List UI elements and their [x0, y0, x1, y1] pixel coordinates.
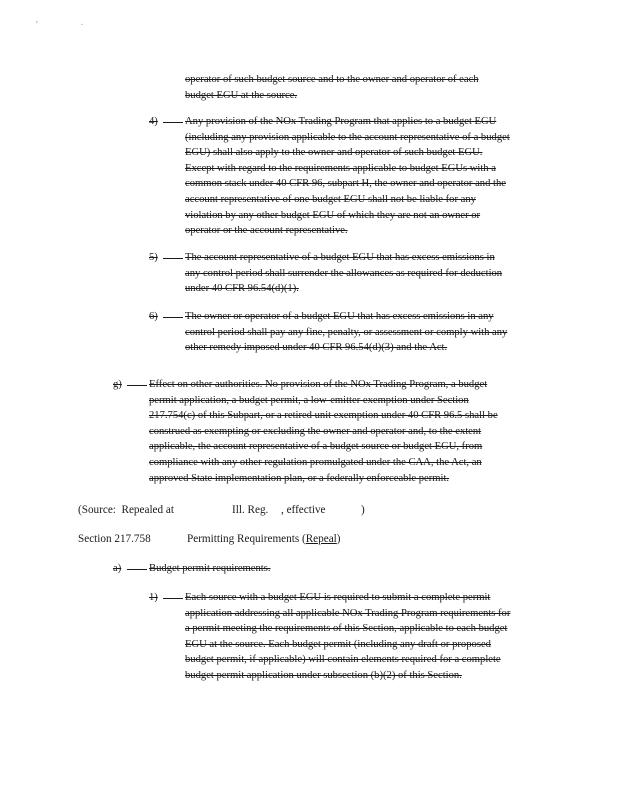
source-reg: Ill. Reg.: [232, 504, 269, 516]
source-effective: , effective: [281, 504, 326, 516]
strike-dash: [127, 569, 147, 570]
section-number: Section 217.758: [78, 533, 151, 545]
item-a1-text: Each source with a budget EGU is required to submit a complete permit application addressing all applicable NOx Trading Program requirements for a permit meeting the requirements of this Section, applicable to each budget EGU at the source. Each budget permit (including any draft or proposed budget permit, if applicable) will contain elements required for a complete budget permit application under subsection (b)(2) of this Section.: [185, 592, 511, 681]
item-4-text: Any provision of the NOx Trading Program that applies to a budget EGU (including any provision applicable to the account representative of a budget EGU) shall also apply to the owner and operator of such budget EGU. Except with regard to the requirements applicable to budget EGUs with a common stack under 40 CFR 96, subpart H, the owner and operator and the account representative of one budget EGU shall not be liable for any violation by any other budget EGU of which they are not an owner or operator or the account representative.: [185, 116, 510, 237]
scan-marks: ' ·: [36, 20, 104, 31]
item-a1-label: 1): [149, 592, 158, 603]
source-prefix: (Source: Repealed at: [78, 504, 174, 516]
repeal-label: Repeal: [305, 533, 337, 545]
strike-dash: [127, 385, 147, 386]
item-6-label: 6): [149, 311, 158, 322]
strike-dash: [163, 317, 183, 318]
section-title: [187, 531, 341, 547]
item-5-label: 5): [149, 252, 158, 263]
strike-dash: [163, 598, 183, 599]
item-g-label: g): [113, 379, 122, 390]
strike-dash: [163, 122, 183, 123]
item-5-text: The account representative of a budget EGU that has excess emissions in any control period shall surrender the allowances as required for deduction under 40 CFR 96.54(d)(1).: [185, 252, 503, 295]
item-a-text: Budget permit requirements.: [149, 563, 271, 574]
strike-dash: [163, 258, 183, 259]
item-a-label: a): [113, 563, 122, 574]
section-title-text: Permitting Requirements (: [187, 533, 306, 545]
item-4-label: 4): [149, 116, 158, 127]
source-close: ): [361, 504, 365, 516]
section-title-close: ): [336, 533, 341, 545]
continuation-paragraph: operator of such budget source and to the owner and operator of each budget EGU at the source.: [185, 74, 479, 101]
item-6-text: The owner or operator of a budget EGU that has excess emissions in any control period shall pay any fine, penalty, or assessment or comply with any other remedy imposed under 40 CFR 96.54(d)(3) and the Act.: [185, 311, 508, 354]
item-g-text: Effect on other authorities. No provision of the NOx Trading Program, a budget permit application, a budget permit, a low-emitter exemption under Section 217.754(c) of this Subpart, or a retired unit exemption under 40 CFR 96.5 shall be construed as exempting or excluding the owner and operator and, to the extent applicable, the account representative of a budget source or budget EGU, from compliance with any other regulation promulgated under the CAA, the Act, an approved State implementation plan, or a federally enforceable permit.: [149, 379, 498, 484]
